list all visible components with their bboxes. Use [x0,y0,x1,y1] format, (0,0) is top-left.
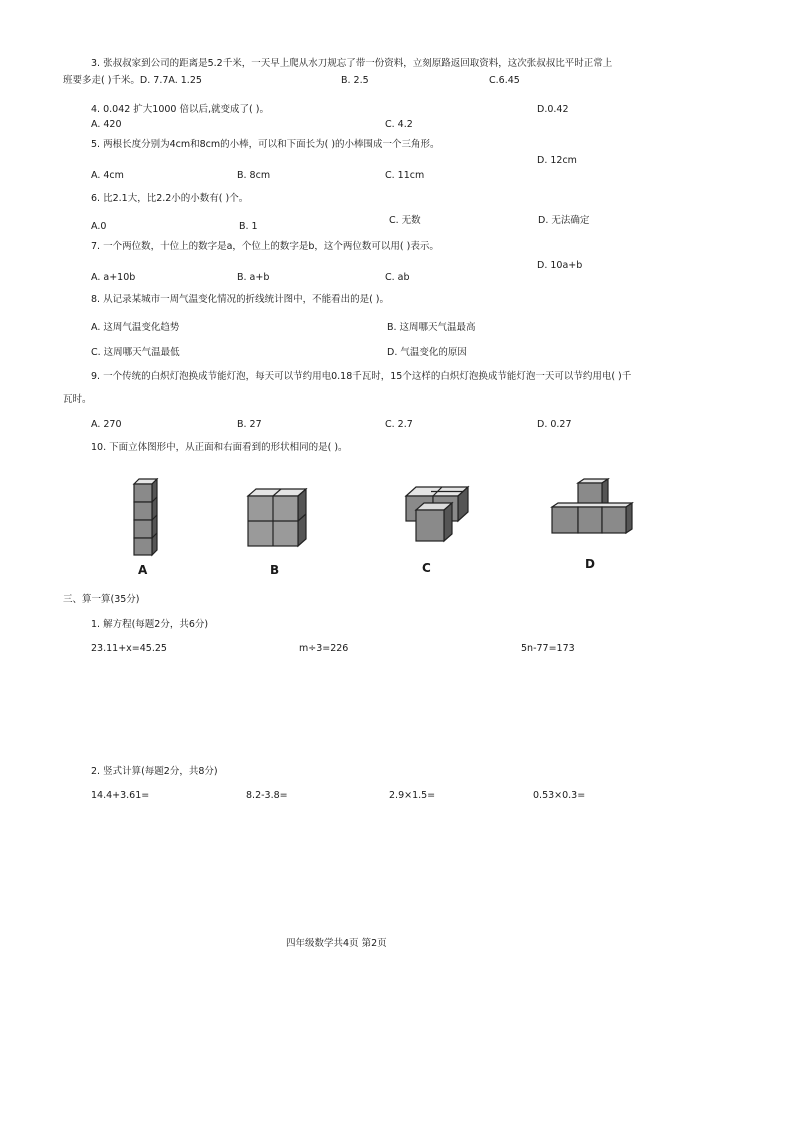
q4-option-d: D.0.42 [537,104,569,115]
figure-d-cube-stack [548,478,638,538]
section3-title: 三、算一算(35分) [63,594,140,605]
q5-option-b: B. 8cm [237,170,271,181]
q7-option-c: C. ab [385,272,410,283]
equation-1: 23.11+x=45.25 [91,643,167,654]
figure-c-label: C [422,561,431,575]
q9-option-d: D. 0.27 [537,419,572,430]
q7-option-d: D. 10a+b [537,260,583,271]
q6-option-a: A.0 [91,221,107,232]
section3-part1-title: 1. 解方程(每题2分，共6分) [91,619,209,630]
q3-line2: 班要多走( )千米。D. 7.7A. 1.25 [63,75,202,86]
q6-stem: 6. 比2.1大，比2.2小的小数有( )个。 [91,193,249,204]
calc-2: 8.2-3.8= [246,790,288,801]
figure-a-cube-column [128,478,164,558]
q9-option-c: C. 2.7 [385,419,413,430]
figure-b-label: B [270,563,280,577]
figure-a-label: A [138,563,148,577]
q9-line2: 瓦时。 [63,394,92,405]
q4-stem: 4. 0.042 扩大1000 倍以后,就变成了( )。 [91,104,269,115]
page-footer: 四年级数学共4页 第2页 [286,938,387,949]
q8-option-d: D. 气温变化的原因 [387,347,467,358]
equation-3: 5n-77=173 [521,643,575,654]
q8-stem: 8. 从记录某城市一周气温变化情况的折线统计图中，不能看出的是( )。 [91,294,390,305]
q8-option-a: A. 这周气温变化趋势 [91,322,180,333]
figure-d-label: D [585,557,595,571]
q5-option-d: D. 12cm [537,155,577,166]
q5-option-a: A. 4cm [91,170,124,181]
q5-option-c: C. 11cm [385,170,425,181]
q8-option-b: B. 这周哪天气温最高 [387,322,476,333]
q6-option-b: B. 1 [239,221,258,232]
q7-stem: 7. 一个两位数，十位上的数字是a，个位上的数字是b，这个两位数可以用( )表示。 [91,241,439,252]
q7-option-b: B. a+b [237,272,270,283]
q8-option-c: C. 这周哪天气温最低 [91,347,180,358]
figure-c-cube-l-shape [398,484,474,546]
q3-line1: 3. 张叔叔家到公司的距离是5.2千米，一天早上爬从水刀规忘了带一份资料，立刻原路返回取资料，这次张叔叔比平时正常上 [91,58,613,69]
q6-option-c: C. 无数 [389,215,421,226]
q4-option-c: C. 4.2 [385,119,413,130]
q9-option-a: A. 270 [91,419,122,430]
figure-b-cube-block [244,488,310,550]
calc-1: 14.4+3.61= [91,790,150,801]
q3-option-b: B. 2.5 [341,75,369,86]
q7-option-a: A. a+10b [91,272,136,283]
q6-option-d: D. 无法确定 [538,215,590,226]
q9-line1: 9. 一个传统的白炽灯泡换成节能灯泡，每天可以节约用电0.18千瓦时，15个这样的白炽灯泡换成节能灯泡一天可以节约用电( )千 [91,371,632,382]
equation-2: m÷3=226 [299,643,349,654]
q4-option-a: A. 420 [91,119,122,130]
calc-4: 0.53×0.3= [533,790,586,801]
q3-option-c: C.6.45 [489,75,520,86]
q10-stem: 10. 下面立体图形中，从正面和右面看到的形状相同的是( )。 [91,442,348,453]
calc-3: 2.9×1.5= [389,790,436,801]
q5-stem: 5. 两根长度分别为4cm和8cm的小棒，可以和下面长为( )的小棒围成一个三角形。 [91,139,440,150]
q9-option-b: B. 27 [237,419,262,430]
section3-part2-title: 2. 竖式计算(每题2分，共8分) [91,766,218,777]
